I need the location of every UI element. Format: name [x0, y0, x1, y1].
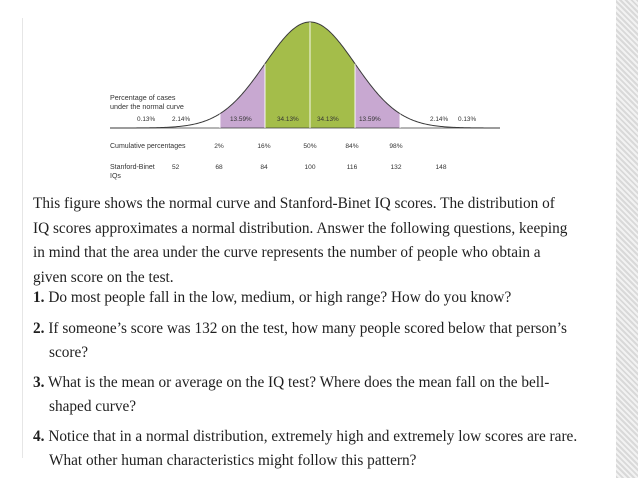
iq-value-5: 116: [346, 164, 358, 171]
iq-label-line-2: IQs: [110, 173, 121, 180]
segment-pct-2: 2.14%: [172, 116, 191, 123]
iq-value-2: 68: [215, 164, 223, 171]
question-2-text: If someone’s score was 132 on the test, how many people scored below that person’s score?: [48, 319, 568, 361]
question-4-text: Notice that in a normal distribution, extremely high and extremely low scores are rare. What other human characteristics might follow this pattern?: [48, 427, 578, 469]
curve-label-line-2: under the normal curve: [110, 102, 184, 111]
segment-pct-8: 0.13%: [458, 116, 477, 123]
question-3: [33, 371, 578, 420]
question-2: [33, 317, 578, 366]
question-1-number: 1.: [33, 289, 45, 306]
iq-value-3: 84: [260, 164, 268, 171]
question-4: [33, 425, 578, 474]
segment-pct-1: 0.13%: [137, 116, 156, 123]
segment-pct-7: 2.14%: [430, 116, 449, 123]
segment-pct-5: 34.13%: [317, 116, 339, 123]
question-2-number: 2.: [33, 319, 45, 337]
iq-value-4: 100: [304, 164, 316, 171]
cumulative-value-1: 2%: [214, 143, 224, 150]
question-1: [33, 286, 578, 311]
iq-label-line-1: Stanford-Binet: [110, 164, 155, 171]
segment-pct-4: 34.13%: [277, 116, 299, 123]
segment-pct-3: 13.59%: [230, 116, 252, 123]
figure-caption: This figure shows the normal curve and Stanford-Binet IQ scores. The distribution of IQ scores approximates a normal distribution. Answer the following questions, keeping in mind that the area under the curve represents the number of people who obtain a given score on the test.: [33, 195, 568, 286]
question-3-number: 3.: [33, 373, 45, 391]
iq-value-7: 148: [435, 164, 447, 171]
iq-value-6: 132: [390, 164, 402, 171]
question-4-number: 4.: [33, 427, 45, 445]
cumulative-label: Cumulative percentages: [110, 143, 186, 150]
curve-label-line-1: Percentage of cases: [110, 93, 176, 102]
cumulative-value-5: 98%: [389, 143, 403, 150]
question-list: [33, 286, 578, 474]
segment-pct-6: 13.59%: [359, 116, 381, 123]
question-3-text: What is the mean or average on the IQ test? Where does the mean fall on the bell-shaped curve?: [48, 373, 550, 415]
iq-value-1: 52: [172, 164, 180, 171]
cumulative-value-4: 84%: [345, 143, 359, 150]
question-1-text: Do most people fall in the low, medium, or high range? How do you know?: [48, 289, 512, 306]
cumulative-value-3: 50%: [303, 143, 317, 150]
normal-curve-figure: [0, 0, 638, 190]
cumulative-value-2: 16%: [257, 143, 271, 150]
